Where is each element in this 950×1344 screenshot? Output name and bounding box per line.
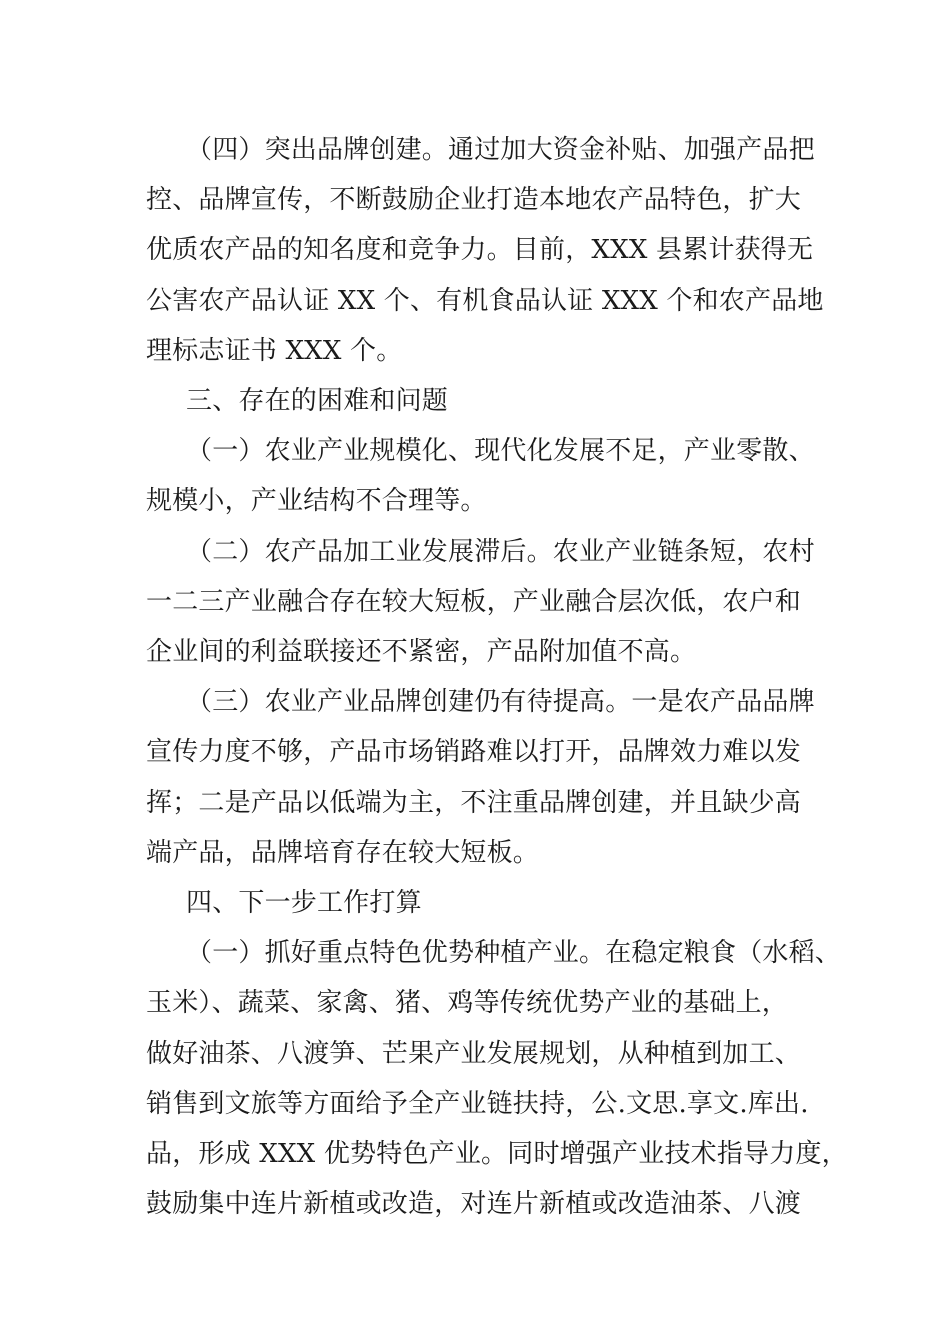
paragraph-line: 销售到文旅等方面给予全产业链扶持，公.文思.享文.库出.	[146, 1089, 809, 1119]
paragraph-line: 做好油茶、八渡笋、芒果产业发展规划，从种植到加工、	[146, 1039, 802, 1069]
paragraph-line: （一）抓好重点特色优势种植产业。在稳定粮食（水稻、	[186, 938, 842, 968]
section-heading: 三、存在的困难和问题	[186, 386, 449, 416]
paragraph-line: 理标志证书 XXX 个。	[146, 336, 403, 366]
paragraph-line: 控、品牌宣传，不断鼓励企业打造本地农产品特色，扩大	[146, 185, 802, 215]
paragraph-line: 挥；二是产品以低端为主，不注重品牌创建，并且缺少高	[146, 788, 802, 818]
paragraph-line: （三）农业产业品牌创建仍有待提高。一是农产品品牌	[186, 687, 815, 717]
paragraph-line: 优质农产品的知名度和竞争力。目前，XXX 县累计获得无	[146, 235, 814, 265]
section-heading: 四、下一步工作打算	[186, 888, 422, 918]
paragraph-line: （一）农业产业规模化、现代化发展不足，产业零散、	[186, 436, 815, 466]
paragraph-line: 规模小，产业结构不合理等。	[146, 486, 487, 516]
paragraph-line: 一二三产业融合存在较大短板，产业融合层次低，农户和	[146, 587, 802, 617]
paragraph-line: 鼓励集中连片新植或改造，对连片新植或改造油茶、八渡	[146, 1189, 802, 1219]
paragraph-line: 公害农产品认证 XX 个、有机食品认证 XXX 个和农产品地	[146, 286, 824, 316]
paragraph-line: （二）农产品加工业发展滞后。农业产业链条短，农村	[186, 537, 815, 567]
paragraph-line: 端产品，品牌培育存在较大短板。	[146, 838, 540, 868]
paragraph-line: 企业间的利益联接还不紧密，产品附加值不高。	[146, 637, 697, 667]
paragraph-line: 玉米）、蔬菜、家禽、猪、鸡等传统优势产业的基础上，	[146, 988, 789, 1018]
paragraph-line: （四）突出品牌创建。通过加大资金补贴、加强产品把	[186, 135, 815, 165]
paragraph-line: 品，形成 XXX 优势特色产业。同时增强产业技术指导力度，	[146, 1139, 848, 1169]
paragraph-line: 宣传力度不够，产品市场销路难以打开，品牌效力难以发	[146, 737, 802, 767]
